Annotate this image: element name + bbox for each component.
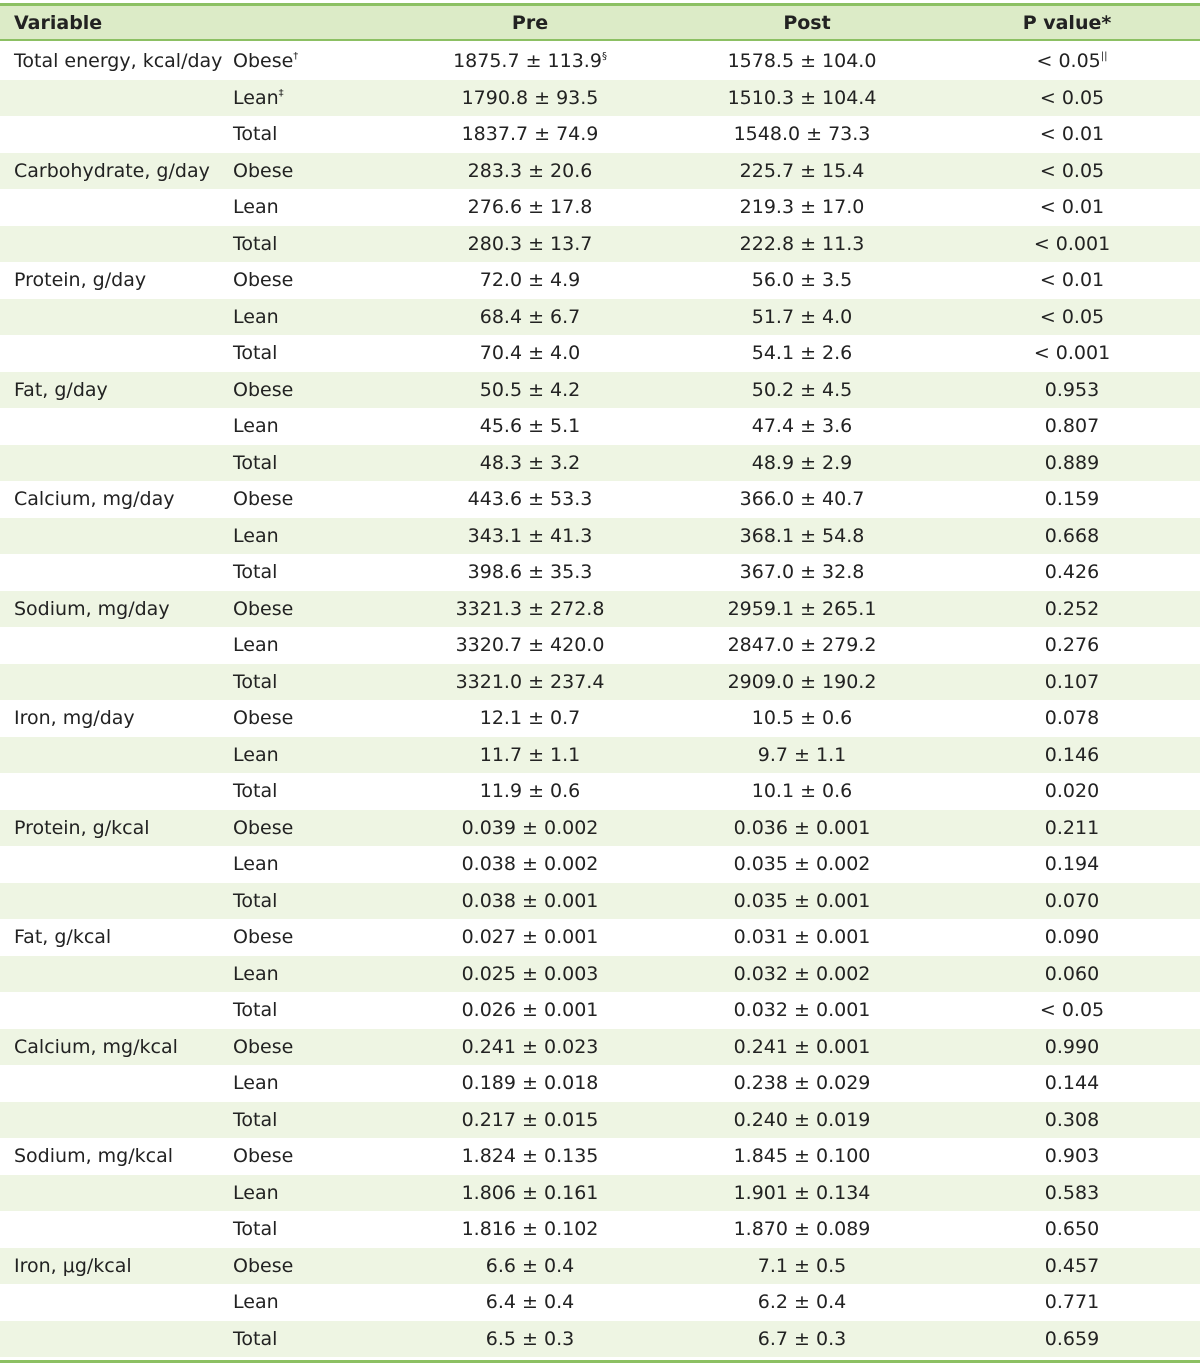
table-row bbox=[0, 773, 1200, 810]
pvalue-cell-text: 0.903 bbox=[1044, 1145, 1100, 1167]
pre-cell-text: 276.6 ± 17.8 bbox=[467, 196, 593, 218]
pvalue-cell bbox=[0, 518, 1200, 554]
pre-cell-text: 283.3 ± 20.6 bbox=[467, 159, 593, 182]
post-cell-text: 0.240 ± 0.019 bbox=[733, 1108, 871, 1131]
group-cell-text: Lean bbox=[233, 524, 279, 547]
group-cell-footnote-mark: ‡ bbox=[278, 87, 284, 99]
group-cell-text: Total bbox=[233, 342, 278, 364]
post-cell-text: 2959.1 ± 265.1 bbox=[727, 597, 877, 620]
pvalue-cell bbox=[0, 1102, 1200, 1138]
group-cell-text: Lean bbox=[233, 305, 279, 328]
variable-cell-text: Sodium, mg/day bbox=[14, 597, 170, 620]
pvalue-cell bbox=[0, 1175, 1200, 1211]
pre-cell-text: 48.3 ± 3.2 bbox=[479, 451, 581, 474]
post-cell-text: 219.3 ± 17.0 bbox=[739, 196, 865, 218]
group-cell-text: Total bbox=[233, 1218, 278, 1240]
pre-cell-text: 0.025 ± 0.003 bbox=[461, 962, 599, 985]
pvalue-cell bbox=[0, 1284, 1200, 1320]
pvalue-cell bbox=[0, 116, 1200, 152]
post-cell-text: 0.241 ± 0.001 bbox=[733, 1035, 871, 1058]
table-row bbox=[0, 846, 1200, 883]
table-row bbox=[0, 299, 1200, 336]
pre-cell-text: 343.1 ± 41.3 bbox=[467, 524, 593, 547]
pvalue-cell-text: < 0.001 bbox=[1033, 232, 1111, 255]
table-row bbox=[0, 116, 1200, 153]
post-cell-text: 1.870 ± 0.089 bbox=[733, 1218, 871, 1240]
table-row bbox=[0, 1138, 1200, 1175]
pvalue-cell bbox=[0, 408, 1200, 444]
header-variable: Variable bbox=[14, 12, 103, 34]
pvalue-cell bbox=[0, 481, 1200, 517]
pvalue-cell bbox=[0, 189, 1200, 225]
pvalue-cell-text: 0.144 bbox=[1044, 1072, 1100, 1094]
table-row bbox=[0, 372, 1200, 409]
group-cell-text: Obese bbox=[233, 50, 294, 72]
pre-cell-text: 3321.0 ± 237.4 bbox=[455, 670, 605, 693]
post-cell-text: 0.032 ± 0.001 bbox=[733, 999, 871, 1021]
group-cell-text: Total bbox=[233, 232, 278, 255]
table-row bbox=[0, 919, 1200, 956]
pvalue-cell-text: 0.457 bbox=[1044, 1254, 1100, 1277]
group-cell-text: Lean bbox=[233, 1291, 279, 1313]
pvalue-cell bbox=[0, 80, 1200, 116]
table-row bbox=[0, 189, 1200, 226]
post-cell-text: 9.7 ± 1.1 bbox=[757, 743, 847, 766]
group-cell-text: Obese bbox=[233, 159, 294, 182]
pvalue-cell-text: 0.308 bbox=[1044, 1108, 1100, 1131]
table-row bbox=[0, 408, 1200, 445]
pre-cell-text: 6.4 ± 0.4 bbox=[485, 1291, 575, 1313]
post-cell-text: 367.0 ± 32.8 bbox=[739, 561, 865, 583]
variable-cell-text: Sodium, mg/kcal bbox=[14, 1145, 173, 1167]
table-row bbox=[0, 43, 1200, 80]
group-cell-text: Total bbox=[233, 561, 278, 583]
pvalue-cell-text: 0.159 bbox=[1044, 488, 1100, 510]
pre-cell-text: 68.4 ± 6.7 bbox=[479, 305, 581, 328]
table-row bbox=[0, 664, 1200, 701]
post-cell-text: 1578.5 ± 104.0 bbox=[727, 50, 877, 72]
post-cell-text: 368.1 ± 54.8 bbox=[739, 524, 865, 547]
pvalue-cell-text: 0.146 bbox=[1044, 743, 1100, 766]
pre-cell-text: 1.824 ± 0.135 bbox=[461, 1145, 599, 1167]
pre-cell-text: 70.4 ± 4.0 bbox=[479, 342, 581, 364]
variable-cell-text: Calcium, mg/kcal bbox=[14, 1035, 178, 1058]
pvalue-cell-text: < 0.01 bbox=[1039, 196, 1105, 218]
pvalue-cell bbox=[0, 1029, 1200, 1065]
post-cell-text: 54.1 ± 2.6 bbox=[751, 342, 853, 364]
pre-cell-text: 0.026 ± 0.001 bbox=[461, 999, 599, 1021]
pvalue-cell bbox=[0, 554, 1200, 590]
table-row bbox=[0, 445, 1200, 482]
post-cell-text: 0.238 ± 0.029 bbox=[733, 1072, 871, 1094]
post-cell-text: 0.035 ± 0.002 bbox=[733, 853, 871, 875]
pre-cell-text: 1875.7 ± 113.9 bbox=[453, 50, 602, 72]
pvalue-cell-text: 0.650 bbox=[1044, 1218, 1100, 1240]
pre-cell-text: 398.6 ± 35.3 bbox=[467, 561, 593, 583]
table-row bbox=[0, 80, 1200, 117]
pvalue-cell-text: 0.211 bbox=[1044, 816, 1100, 839]
table-row bbox=[0, 810, 1200, 847]
post-cell-text: 7.1 ± 0.5 bbox=[757, 1254, 847, 1277]
pvalue-cell-text: < 0.05 bbox=[1039, 86, 1105, 109]
table-row bbox=[0, 335, 1200, 372]
pvalue-cell-text: 0.070 bbox=[1044, 889, 1100, 912]
post-cell-text: 0.032 ± 0.002 bbox=[733, 962, 871, 985]
pvalue-cell-text: 0.078 bbox=[1044, 707, 1100, 729]
variable-cell-text: Fat, g/day bbox=[14, 378, 108, 401]
pvalue-cell bbox=[0, 335, 1200, 371]
group-cell-text: Obese bbox=[233, 269, 294, 291]
pvalue-cell-text: 0.090 bbox=[1044, 926, 1100, 948]
table-row bbox=[0, 153, 1200, 190]
group-cell-text: Obese bbox=[233, 1035, 294, 1058]
post-cell-text: 50.2 ± 4.5 bbox=[751, 378, 853, 401]
pre-cell-text: 280.3 ± 13.7 bbox=[467, 232, 593, 255]
group-cell-text: Lean bbox=[233, 1072, 279, 1094]
group-cell-text: Obese bbox=[233, 1145, 294, 1167]
post-cell-text: 0.036 ± 0.001 bbox=[733, 816, 871, 839]
group-cell-text: Obese bbox=[233, 597, 294, 620]
pvalue-cell bbox=[0, 1321, 1200, 1357]
table-row bbox=[0, 1321, 1200, 1358]
pre-cell-text: 443.6 ± 53.3 bbox=[467, 488, 593, 510]
post-cell-text: 10.5 ± 0.6 bbox=[751, 707, 853, 729]
group-cell-text: Obese bbox=[233, 816, 294, 839]
group-cell-text: Obese bbox=[233, 378, 294, 401]
group-cell-text: Lean bbox=[233, 86, 279, 109]
pvalue-cell bbox=[0, 919, 1200, 955]
post-cell-text: 6.2 ± 0.4 bbox=[757, 1291, 847, 1313]
pre-cell-text: 0.189 ± 0.018 bbox=[461, 1072, 599, 1094]
pvalue-cell-text: 0.583 bbox=[1044, 1181, 1100, 1204]
table-row bbox=[0, 591, 1200, 628]
pvalue-cell-text: 0.194 bbox=[1044, 853, 1100, 875]
group-cell-text: Lean bbox=[233, 415, 279, 437]
pvalue-cell bbox=[0, 737, 1200, 773]
post-cell-text: 2909.0 ± 190.2 bbox=[727, 670, 877, 693]
pvalue-cell-text: 0.020 bbox=[1044, 780, 1100, 802]
pre-cell-text: 3320.7 ± 420.0 bbox=[455, 634, 605, 656]
post-cell-text: 1.901 ± 0.134 bbox=[733, 1181, 871, 1204]
group-cell-text: Obese bbox=[233, 1254, 294, 1277]
pvalue-cell bbox=[0, 883, 1200, 919]
group-cell-text: Total bbox=[233, 780, 278, 802]
pvalue-cell-text: 0.953 bbox=[1044, 378, 1100, 401]
pre-cell-text: 0.217 ± 0.015 bbox=[461, 1108, 599, 1131]
pvalue-cell bbox=[0, 846, 1200, 882]
table-row bbox=[0, 956, 1200, 993]
header-pre: Pre bbox=[511, 12, 549, 34]
table-row bbox=[0, 1284, 1200, 1321]
header-post: Post bbox=[783, 12, 831, 34]
table-row bbox=[0, 518, 1200, 555]
post-cell-text: 366.0 ± 40.7 bbox=[739, 488, 865, 510]
pvalue-cell-text: < 0.05 bbox=[1039, 159, 1105, 182]
pre-cell-text: 0.039 ± 0.002 bbox=[461, 816, 599, 839]
post-cell-text: 2847.0 ± 279.2 bbox=[727, 634, 877, 656]
group-cell-text: Lean bbox=[233, 853, 279, 875]
group-cell-text: Obese bbox=[233, 707, 294, 729]
group-cell-text: Obese bbox=[233, 926, 294, 948]
pre-cell-footnote-mark: § bbox=[601, 51, 607, 62]
pre-cell-text: 0.038 ± 0.002 bbox=[461, 853, 599, 875]
pvalue-cell bbox=[0, 262, 1200, 298]
pvalue-cell-text: < 0.01 bbox=[1039, 123, 1105, 145]
pvalue-cell bbox=[0, 1138, 1200, 1174]
table-row bbox=[0, 992, 1200, 1029]
pvalue-cell bbox=[0, 627, 1200, 663]
pre-cell-text: 1.806 ± 0.161 bbox=[461, 1181, 599, 1204]
pvalue-cell bbox=[0, 591, 1200, 627]
table-row bbox=[0, 883, 1200, 920]
group-cell-text: Lean bbox=[233, 634, 279, 656]
pvalue-cell-text: 0.668 bbox=[1044, 524, 1100, 547]
pvalue-cell-text: 0.276 bbox=[1044, 634, 1100, 656]
pre-cell-text: 3321.3 ± 272.8 bbox=[455, 597, 605, 620]
pvalue-cell-text: 0.659 bbox=[1044, 1327, 1100, 1350]
table-bottom-rule bbox=[0, 1360, 1200, 1363]
pvalue-cell-text: < 0.01 bbox=[1039, 269, 1105, 291]
pvalue-cell-text: 0.252 bbox=[1044, 597, 1100, 620]
pvalue-cell-text: 0.107 bbox=[1044, 670, 1100, 693]
post-cell-text: 6.7 ± 0.3 bbox=[757, 1327, 847, 1350]
pre-cell-text: 45.6 ± 5.1 bbox=[479, 415, 581, 437]
pvalue-cell bbox=[0, 1211, 1200, 1247]
pvalue-cell-text: < 0.05 bbox=[1039, 999, 1105, 1021]
post-cell-text: 10.1 ± 0.6 bbox=[751, 780, 853, 802]
table-row bbox=[0, 1175, 1200, 1212]
pvalue-cell bbox=[0, 299, 1200, 335]
table-header bbox=[0, 3, 1200, 41]
group-cell-text: Total bbox=[233, 889, 278, 912]
pvalue-cell-text: 0.060 bbox=[1044, 962, 1100, 985]
pvalue-cell bbox=[0, 773, 1200, 809]
variable-cell-text: Fat, g/kcal bbox=[14, 926, 112, 948]
pvalue-cell-text: 0.889 bbox=[1044, 451, 1100, 474]
group-cell-footnote-mark: † bbox=[293, 51, 299, 62]
pvalue-cell-text: < 0.05 bbox=[1036, 50, 1101, 72]
pvalue-cell bbox=[0, 1248, 1200, 1284]
variable-cell-text: Total energy, kcal/day bbox=[14, 50, 223, 72]
pvalue-cell bbox=[0, 1065, 1200, 1101]
pvalue-cell bbox=[0, 372, 1200, 408]
group-cell-text: Total bbox=[233, 451, 278, 474]
pvalue-cell bbox=[0, 445, 1200, 481]
pre-cell-text: 12.1 ± 0.7 bbox=[479, 707, 581, 729]
post-cell-text: 222.8 ± 11.3 bbox=[739, 232, 865, 255]
pre-cell-text: 1837.7 ± 74.9 bbox=[461, 123, 599, 145]
variable-cell-text: Iron, mg/day bbox=[14, 707, 135, 729]
table-row bbox=[0, 226, 1200, 263]
pvalue-cell-footnote-mark: || bbox=[1100, 51, 1108, 62]
pvalue-cell bbox=[0, 700, 1200, 736]
group-cell-text: Lean bbox=[233, 1181, 279, 1204]
pre-cell-text: 1.816 ± 0.102 bbox=[461, 1218, 599, 1240]
pre-cell-text: 11.7 ± 1.1 bbox=[479, 743, 581, 766]
pvalue-cell-text: 0.426 bbox=[1044, 561, 1100, 583]
table-row bbox=[0, 1029, 1200, 1066]
pre-cell-text: 0.241 ± 0.023 bbox=[461, 1035, 599, 1058]
post-cell-text: 47.4 ± 3.6 bbox=[751, 415, 853, 437]
post-cell-text: 1548.0 ± 73.3 bbox=[733, 123, 871, 145]
group-cell-text: Lean bbox=[233, 962, 279, 985]
table-row bbox=[0, 554, 1200, 591]
table-row bbox=[0, 1248, 1200, 1285]
post-cell-text: 0.035 ± 0.001 bbox=[733, 889, 871, 912]
variable-cell-text: Protein, g/kcal bbox=[14, 816, 150, 839]
pvalue-cell bbox=[0, 810, 1200, 846]
post-cell-text: 48.9 ± 2.9 bbox=[751, 451, 853, 474]
pvalue-cell-text: < 0.05 bbox=[1039, 305, 1105, 328]
group-cell-text: Total bbox=[233, 670, 278, 693]
table-row bbox=[0, 700, 1200, 737]
table-row bbox=[0, 1102, 1200, 1139]
group-cell-text: Total bbox=[233, 1108, 278, 1131]
pvalue-cell bbox=[0, 226, 1200, 262]
pvalue-cell bbox=[0, 153, 1200, 189]
post-cell-text: 0.031 ± 0.001 bbox=[733, 926, 871, 948]
pvalue-cell bbox=[0, 956, 1200, 992]
table-row bbox=[0, 737, 1200, 774]
post-cell-text: 51.7 ± 4.0 bbox=[751, 305, 853, 328]
group-cell-text: Total bbox=[233, 1327, 278, 1350]
post-cell-text: 225.7 ± 15.4 bbox=[739, 159, 865, 182]
group-cell-text: Obese bbox=[233, 488, 294, 510]
pvalue-cell bbox=[0, 43, 1200, 79]
post-cell-text: 1510.3 ± 104.4 bbox=[727, 86, 877, 109]
pre-cell-text: 72.0 ± 4.9 bbox=[479, 269, 581, 291]
pre-cell-text: 0.027 ± 0.001 bbox=[461, 926, 599, 948]
variable-cell-text: Calcium, mg/day bbox=[14, 488, 175, 510]
group-cell-text: Lean bbox=[233, 196, 279, 218]
pre-cell-text: 50.5 ± 4.2 bbox=[479, 378, 581, 401]
pvalue-cell-text: 0.990 bbox=[1044, 1035, 1100, 1058]
pre-cell-text: 6.6 ± 0.4 bbox=[485, 1254, 575, 1277]
table-row bbox=[0, 1065, 1200, 1102]
table-row bbox=[0, 262, 1200, 299]
variable-cell-text: Carbohydrate, g/day bbox=[14, 159, 210, 182]
pre-cell-text: 11.9 ± 0.6 bbox=[479, 780, 581, 802]
header-pvalue: P value* bbox=[1022, 12, 1112, 34]
pvalue-cell-text: < 0.001 bbox=[1033, 342, 1111, 364]
table-row bbox=[0, 481, 1200, 518]
post-cell-text: 56.0 ± 3.5 bbox=[751, 269, 853, 291]
pvalue-cell bbox=[0, 992, 1200, 1028]
table-row bbox=[0, 1211, 1200, 1248]
pvalue-cell-text: 0.771 bbox=[1044, 1291, 1100, 1313]
pvalue-cell bbox=[0, 664, 1200, 700]
pre-cell-text: 1790.8 ± 93.5 bbox=[461, 86, 599, 109]
table-row bbox=[0, 627, 1200, 664]
group-cell-text: Total bbox=[233, 999, 278, 1021]
group-cell-text: Total bbox=[233, 123, 278, 145]
variable-cell-text: Iron, μg/kcal bbox=[14, 1254, 132, 1277]
pre-cell-text: 6.5 ± 0.3 bbox=[485, 1327, 575, 1350]
variable-cell-text: Protein, g/day bbox=[14, 269, 147, 291]
pvalue-cell-text: 0.807 bbox=[1044, 415, 1100, 437]
pre-cell-text: 0.038 ± 0.001 bbox=[461, 889, 599, 912]
post-cell-text: 1.845 ± 0.100 bbox=[733, 1145, 871, 1167]
group-cell-text: Lean bbox=[233, 743, 279, 766]
